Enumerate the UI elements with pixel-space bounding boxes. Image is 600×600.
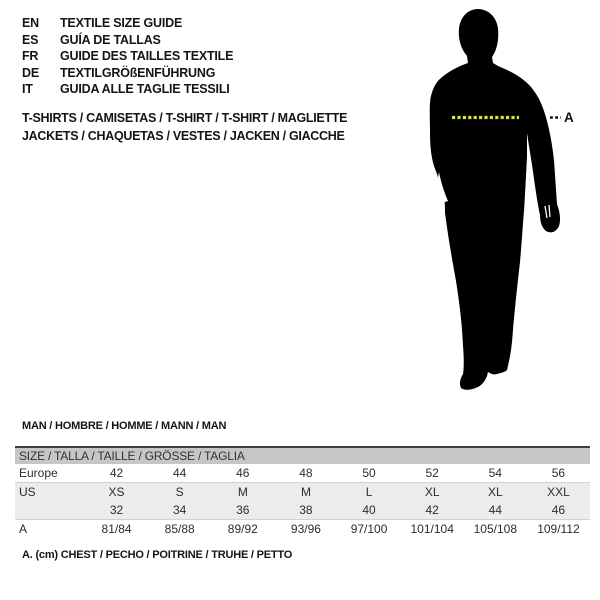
table-cell: L [365, 485, 373, 499]
table-cell: 56 [527, 464, 590, 483]
section-heading: MAN / HOMBRE / HOMME / MANN / MAN [22, 420, 227, 432]
language-code: IT [22, 82, 33, 97]
table-cell: XL [487, 485, 503, 499]
language-row-en [22, 15, 233, 32]
table-cell: 89/92 [227, 522, 258, 536]
table-row-europe [15, 464, 590, 483]
table-cell: 32 [85, 501, 148, 520]
language-label: GUÍA DE TALLAS [60, 32, 161, 47]
table-cell: 44 [464, 501, 527, 520]
category-line-jackets: JACKETS / CHAQUETAS / VESTES / JACKEN / GIACCHE [22, 129, 345, 143]
table-cell: 93/96 [290, 522, 321, 536]
table-cell: 46 [527, 501, 590, 520]
measure-label-a: A [564, 110, 574, 125]
man-silhouette-figure [390, 0, 600, 420]
table-cell: 42 [401, 501, 464, 520]
language-row-es [22, 32, 233, 49]
language-row-fr [22, 48, 233, 65]
language-row-it [22, 81, 233, 98]
table-row-chest-cm [15, 520, 590, 539]
table-cell: 46 [211, 464, 274, 483]
table-cell: 54 [464, 464, 527, 483]
row-label [15, 501, 85, 520]
table-cell: 34 [148, 501, 211, 520]
table-cell: M [300, 485, 311, 499]
man-silhouette-shape [430, 9, 560, 390]
size-table [15, 446, 590, 538]
language-code: DE [22, 65, 39, 80]
language-list [22, 15, 233, 98]
table-cell: 85/88 [164, 522, 195, 536]
language-code: ES [22, 32, 39, 47]
table-cell: 52 [401, 464, 464, 483]
table-cell: 81/84 [101, 522, 132, 536]
row-label: US [19, 485, 36, 499]
size-table-header: SIZE / TALLA / TAILLE / GRÖSSE / TAGLIA [15, 447, 590, 464]
table-cell: 40 [338, 501, 401, 520]
category-line-tshirts: T-SHIRTS / CAMISETAS / T-SHIRT / T-SHIRT / MAGLIETTE [22, 111, 348, 125]
garment-categories [22, 109, 347, 145]
row-label: Europe [15, 464, 85, 483]
language-code: EN [22, 16, 39, 31]
table-cell: 38 [274, 501, 337, 520]
table-cell: 42 [85, 464, 148, 483]
language-label: GUIDA ALLE TAGLIE TESSILI [60, 82, 230, 97]
table-cell: S [175, 485, 184, 499]
table-row-us [15, 483, 590, 502]
table-cell: XL [424, 485, 440, 499]
table-cell: XXL [547, 485, 570, 499]
language-code: FR [22, 49, 39, 64]
language-row-de [22, 65, 233, 82]
language-label: TEXTILGRÖßENFÜHRUNG [60, 65, 216, 80]
table-cell: 101/104 [410, 522, 454, 536]
table-cell: XS [108, 485, 125, 499]
size-table-header-row [15, 447, 590, 464]
table-cell: 44 [148, 464, 211, 483]
table-cell: 109/112 [537, 522, 580, 536]
table-cell: 48 [274, 464, 337, 483]
table-cell: M [237, 485, 248, 499]
man-silhouette-svg [390, 0, 600, 420]
language-label: TEXTILE SIZE GUIDE [60, 16, 183, 31]
language-label: GUIDE DES TAILLES TEXTILE [60, 49, 234, 64]
measurement-footnote: A. (cm) CHEST / PECHO / POITRINE / TRUHE / PETTO [22, 549, 293, 561]
table-cell: 97/100 [350, 522, 388, 536]
row-label: A [19, 522, 28, 536]
table-cell: 50 [338, 464, 401, 483]
table-row-us-numeric [15, 501, 590, 520]
table-cell: 36 [211, 501, 274, 520]
table-cell: 105/108 [473, 522, 517, 536]
